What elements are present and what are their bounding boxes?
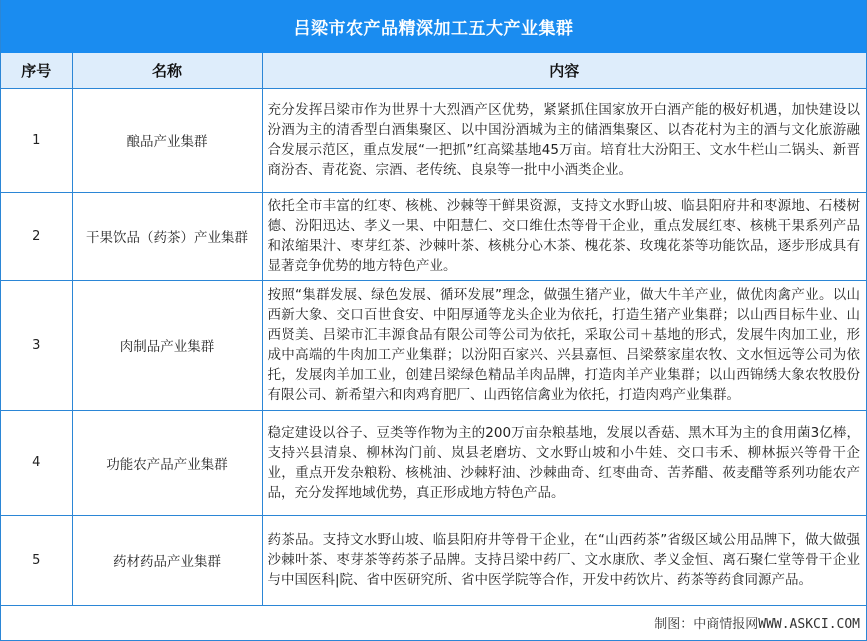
header-index: 序号 xyxy=(1,53,72,88)
row-content: 充分发挥吕梁市作为世界十大烈酒产区优势，紧紧抓住国家放开白酒产能的极好机遇，加快建设以汾酒为主的清香型白酒集聚区、以中国汾酒城为主的储酒集聚区、以杏花村为主的酒与文化旅游融合发展示范区，重点发展“一把抓”红高粱基地45万亩。培育壮大汾阳王、文水牛栏山二锅头、新晋商汾杏、青花瓷、宗酒、老传统、良泉等一批中小酒类企业。 xyxy=(262,88,866,192)
header-name: 名称 xyxy=(72,53,262,88)
row-name: 干果饮品（药茶）产业集群 xyxy=(72,192,262,280)
row-index: 4 xyxy=(1,410,72,515)
cluster-table xyxy=(1,53,866,606)
table-row xyxy=(1,515,866,605)
table-row xyxy=(1,280,866,410)
table-row xyxy=(1,192,866,280)
table-title: 吕梁市农产品精深加工五大产业集群 xyxy=(1,0,866,53)
row-content: 药茶品。支持文水野山坡、临县阳府井等骨干企业，在“山西药茶”省级区域公用品牌下，做大做强沙棘叶茶、枣芽茶等药茶子品牌。支持吕梁中药厂、文水康欣、孝义金恒、离石聚仁堂等骨干企业与中国医科|院、省中医研究所、省中医学院等合作，开发中药饮片、药茶等药食同源产品。 xyxy=(262,515,866,605)
table-row xyxy=(1,410,866,515)
row-name: 功能农产品产业集群 xyxy=(72,410,262,515)
header-content: 内容 xyxy=(262,53,866,88)
row-content: 按照“集群发展、绿色发展、循环发展”理念，做强生猪产业，做大牛羊产业，做优肉禽产业。以山西新大象、交口百世食安、中阳厚通等龙头企业为依托，打造生猪产业集群；以山西目标牛业、山西贤美、吕梁市汇丰源食品有限公司等公司为依托，采取公司＋基地的形式，发展牛肉加工业，形成中高端的牛肉加工产业集群；以汾阳百家兴、兴县嘉恒、吕梁蔡家崖农牧、文水恒远等公司为依托，发展肉羊加工业，创建吕梁绿色精品羊肉品牌，打造肉羊产业集群；以山西锦绣大象农牧股份有限公司、新希望六和肉鸡育肥厂、山西铭信禽业为依托，打造肉鸡产业集群。 xyxy=(262,280,866,410)
row-index: 5 xyxy=(1,515,72,605)
row-content: 依托全市丰富的红枣、核桃、沙棘等干鲜果资源，支持文水野山坡、临县阳府井和枣源地、石楼树德、汾阳迅达、孝义一果、中阳慧仁、交口维仕杰等骨干企业，重点发展红枣、核桃干果系列产品和浓缩果汁、枣芽红茶、沙棘叶茶、核桃分心木茶、槐花茶、玫瑰花茶等功能饮品，逐步形成具有显著竞争优势的地方特色产业。 xyxy=(262,192,866,280)
row-index: 3 xyxy=(1,280,72,410)
source-credit: 制图：中商情报网WWW.ASKCI.COM xyxy=(1,606,866,641)
row-index: 2 xyxy=(1,192,72,280)
row-name: 药材药品产业集群 xyxy=(72,515,262,605)
row-content: 稳定建设以谷子、豆类等作物为主的200万亩杂粮基地，发展以香菇、黑木耳为主的食用菌3亿棒，支持兴县清泉、柳林沟门前、岚县老磨坊、文水野山坡和小牛娃、交口韦禾、柳林振兴等骨干企业，重点开发杂粮粉、核桃油、沙棘籽油、沙棘曲奇、红枣曲奇、苦荞醋、莜麦醋等系列功能农产品，充分发挥地域优势，真正形成地方特色产品。 xyxy=(262,410,866,515)
row-name: 肉制品产业集群 xyxy=(72,280,262,410)
header-row xyxy=(1,53,866,88)
table-row xyxy=(1,88,866,192)
row-name: 酿品产业集群 xyxy=(72,88,262,192)
row-index: 1 xyxy=(1,88,72,192)
